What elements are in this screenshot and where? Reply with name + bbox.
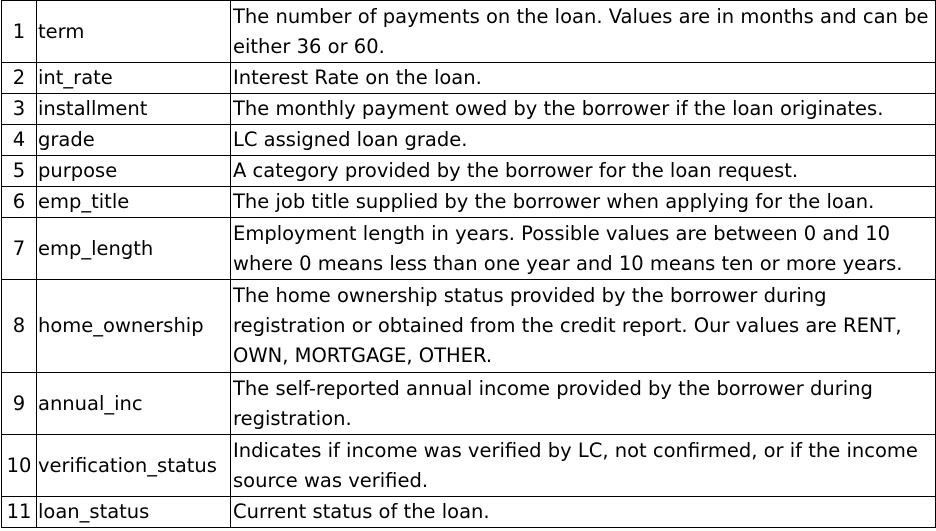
field-name: verification_status — [37, 435, 231, 497]
table-row — [2, 435, 936, 497]
field-description: Current status of the loan. — [231, 497, 936, 528]
table-row — [2, 156, 936, 187]
row-number: 7 — [2, 218, 37, 280]
table-row — [2, 63, 936, 94]
table-row — [2, 280, 936, 373]
table-row — [2, 94, 936, 125]
field-description: The job title supplied by the borrower when applying for the loan. — [231, 187, 936, 218]
field-description: A category provided by the borrower for the loan request. — [231, 156, 936, 187]
field-name: home_ownership — [37, 280, 231, 373]
row-number: 4 — [2, 125, 37, 156]
table-row — [2, 497, 936, 528]
field-description: Employment length in years. Possible values are between 0 and 10 where 0 means less than one year and 10 means ten or more years. — [231, 218, 936, 280]
table-row — [2, 218, 936, 280]
field-name: emp_title — [37, 187, 231, 218]
field-name: purpose — [37, 156, 231, 187]
table-row — [2, 187, 936, 218]
row-number: 10 — [2, 435, 37, 497]
table-row — [2, 373, 936, 435]
field-description: The home ownership status provided by the borrower during registration or obtained from the credit report. Our values are RENT, OWN, MORTGAGE, OTHER. — [231, 280, 936, 373]
field-description: Interest Rate on the loan. — [231, 63, 936, 94]
row-number: 9 — [2, 373, 37, 435]
table-row — [2, 1, 936, 63]
field-name: annual_inc — [37, 373, 231, 435]
row-number: 1 — [2, 1, 37, 63]
row-number: 11 — [2, 497, 37, 528]
field-name: term — [37, 1, 231, 63]
field-description: Indicates if income was verified by LC, not confirmed, or if the income source was verified. — [231, 435, 936, 497]
field-description: The monthly payment owed by the borrower if the loan originates. — [231, 94, 936, 125]
row-number: 6 — [2, 187, 37, 218]
table-row — [2, 125, 936, 156]
field-name: installment — [37, 94, 231, 125]
field-name: loan_status — [37, 497, 231, 528]
row-number: 3 — [2, 94, 37, 125]
field-description: The self-reported annual income provided by the borrower during registration. — [231, 373, 936, 435]
row-number: 5 — [2, 156, 37, 187]
field-name: grade — [37, 125, 231, 156]
field-description: LC assigned loan grade. — [231, 125, 936, 156]
row-number: 2 — [2, 63, 37, 94]
data-dictionary-table — [1, 0, 936, 528]
field-description: The number of payments on the loan. Values are in months and can be either 36 or 60. — [231, 1, 936, 63]
row-number: 8 — [2, 280, 37, 373]
field-name: emp_length — [37, 218, 231, 280]
field-name: int_rate — [37, 63, 231, 94]
